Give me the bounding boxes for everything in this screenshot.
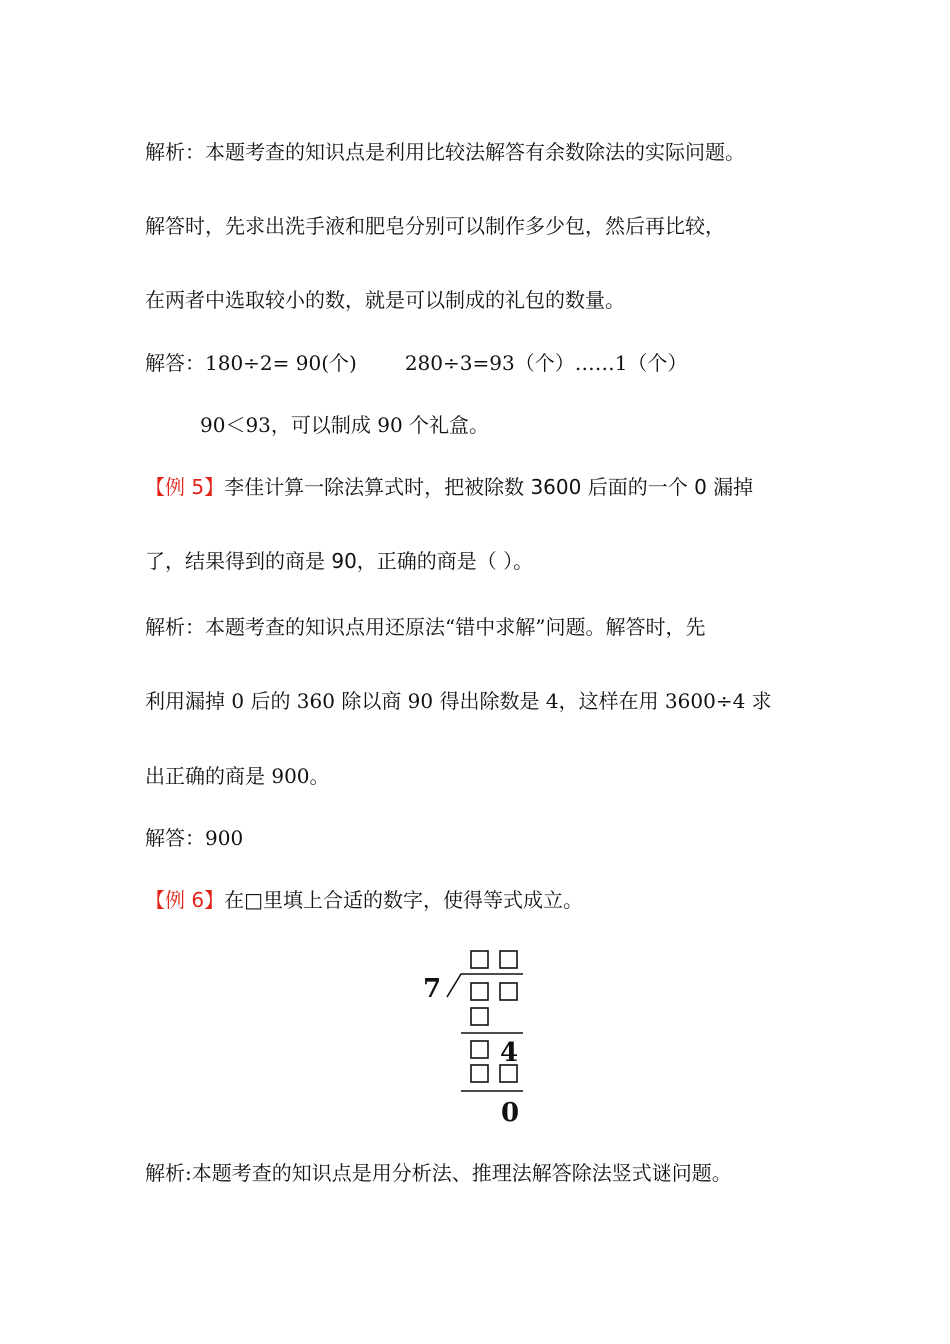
dividend-box-1 [471, 983, 488, 1000]
example-5-line-1 [145, 475, 753, 499]
answer-line-2: 90＜93，可以制成 90 个礼盒。 [200, 413, 490, 437]
answer-part-b: 280÷3=93（个）……1（个） [404, 351, 688, 375]
product-1-box [471, 1008, 488, 1025]
analysis-line-3: 在两者中选取较小的数，就是可以制成的礼包的数量。 [145, 288, 625, 312]
analysis-2-line-1: 解析：本题考查的知识点用还原法“错中求解”问题。解答时，先 [145, 615, 706, 639]
dividend-box-2 [500, 983, 517, 1000]
quotient-box-1 [471, 951, 488, 968]
long-division-puzzle [415, 945, 530, 1130]
product-2-box-1 [471, 1065, 488, 1082]
analysis-line-2: 解答时，先求出洗手液和肥皂分别可以制作多少包，然后再比较， [145, 214, 725, 238]
quotient-box-2 [500, 951, 517, 968]
example-6-text: 在□里填上合适的数字，使得等式成立。 [224, 888, 583, 912]
analysis-2-line-3: 出正确的商是 900。 [145, 764, 330, 788]
final-remainder: 0 [501, 1098, 520, 1128]
example-5-line-2: 了，结果得到的商是 90，正确的商是（ ）。 [145, 549, 534, 573]
answer-2: 解答：900 [145, 826, 244, 850]
analysis-3-line-1: 解析:本题考查的知识点是用分析法、推理法解答除法竖式谜问题。 [145, 1161, 732, 1185]
divisor: 7 [423, 974, 442, 1004]
example-5-label: 【例 5】 [145, 475, 225, 499]
example-5-text: 李佳计算一除法算式时，把被除数 3600 后面的一个 0 漏掉 [224, 475, 754, 499]
example-6-line [145, 888, 583, 912]
analysis-2-line-2: 利用漏掉 0 后的 360 除以商 90 得出除数是 4，这样在用 3600÷4 求 [145, 689, 772, 713]
analysis-line-1: 解析：本题考查的知识点是利用比较法解答有余数除法的实际问题。 [145, 140, 745, 164]
digit-four: 4 [500, 1038, 519, 1068]
remainder-box [471, 1041, 488, 1058]
example-6-label: 【例 6】 [145, 888, 225, 912]
answer-part-a: 解答：180÷2= 90(个) [145, 351, 357, 375]
answer-line-1 [145, 351, 687, 375]
division-bracket [447, 974, 523, 997]
